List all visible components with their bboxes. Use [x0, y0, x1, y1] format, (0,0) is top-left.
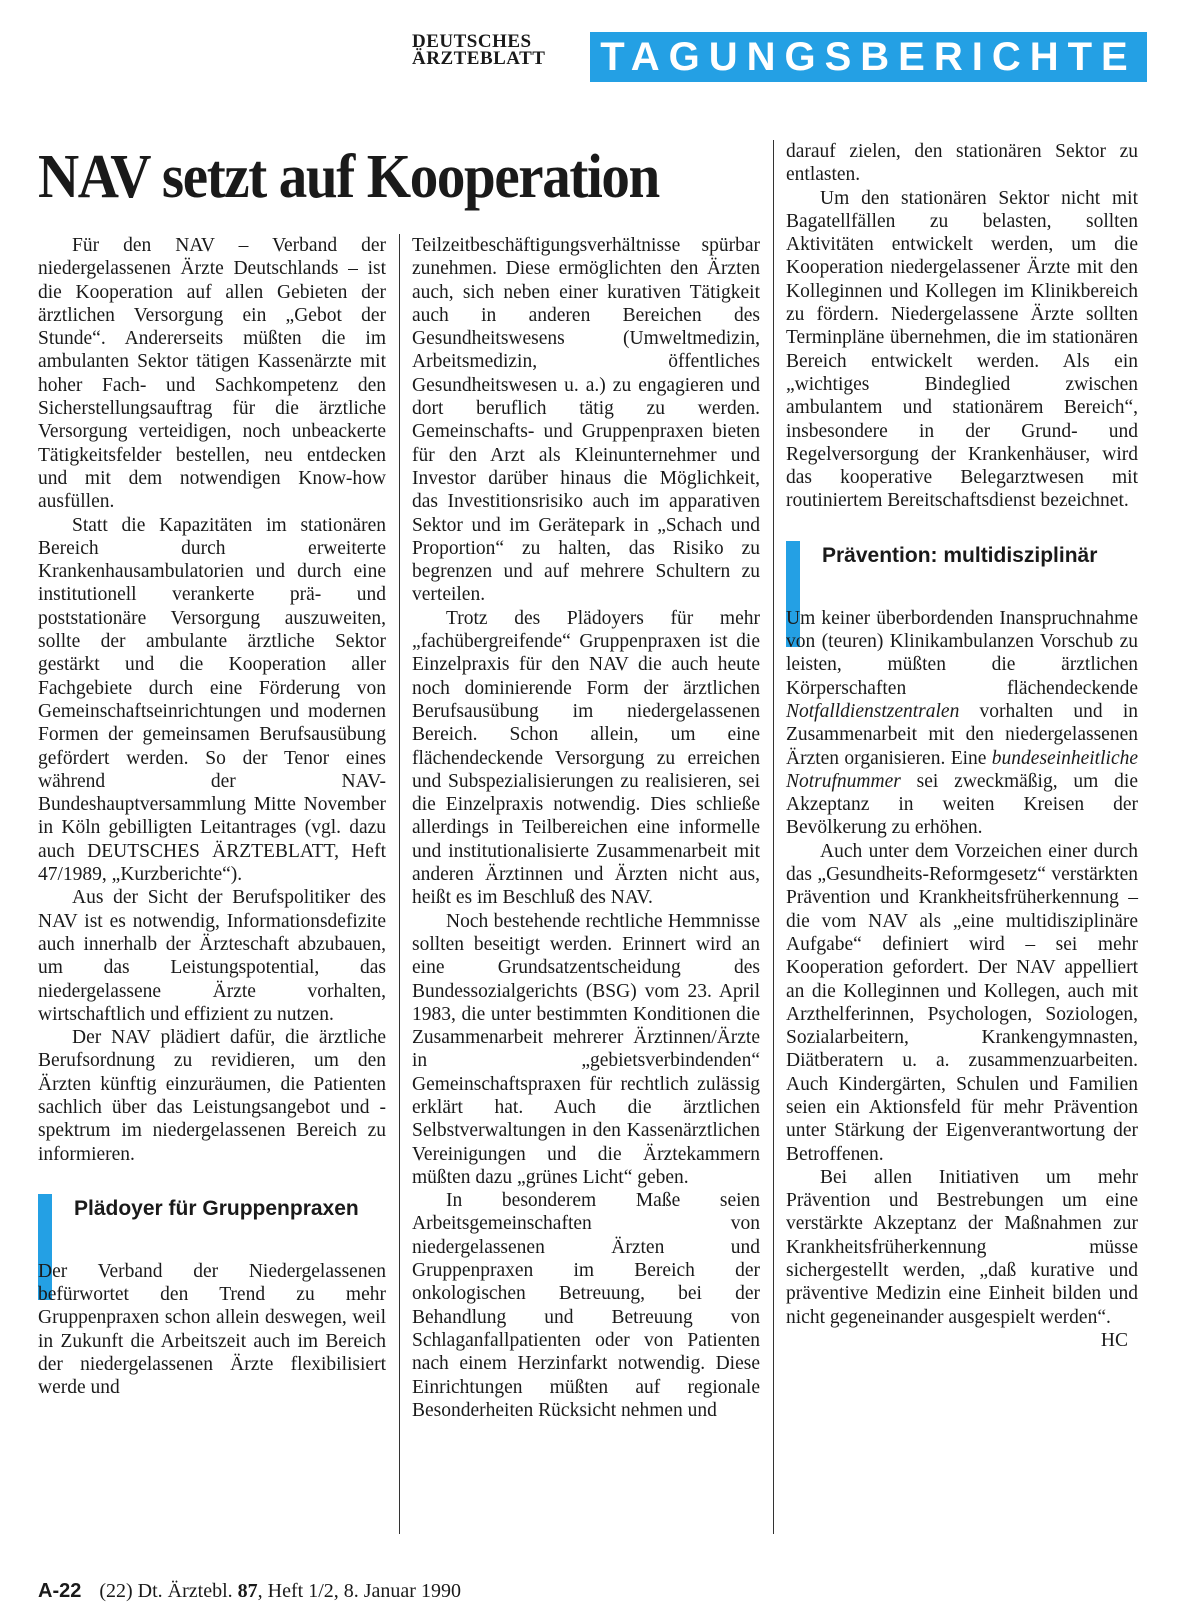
paragraph: Der NAV plädiert dafür, die ärztliche Berufsordnung zu revidieren, um den Ärzten künftig einzuräumen, die Patienten sachlich über das Leistungsangebot und -spektrum im niedergelassenen Bereich zu informieren.: [38, 1027, 386, 1165]
paragraph: Trotz des Plädoyers für mehr „fachübergreifende“ Gruppenpraxen ist die Einzelpraxis für den NAV die auch heute noch dominierende Form der ärztlichen Berufsausübung im niedergelassenen Bereich. Schon allein, um eine flächendeckende Versorgung zu erreichen und Subspezialisierungen zu realisieren, sei die Einzelpraxis notwendig. Dies schließe allerdings in Teilbereichen eine informelle und institutionalisierte Zusammenarbeit mit anderen Ärztinnen und Ärzten nicht aus, heißt es im Beschluß des NAV.: [412, 607, 760, 909]
column-divider: [399, 234, 400, 1534]
subheading: Plädoyer für Gruppenpraxen: [74, 1196, 359, 1220]
paragraph: In besonderem Maße seien Arbeitsgemeinschaften von niedergelassenen Ärzten und Gruppenpraxen im Bereich der onkologischen Betreuung, bei der Behandlung und Betreuung von Schlaganfallpatienten oder von Patienten nach einem Herzinfarkt notwendig. Diese Einrichtungen müßten auf regionale Besonderheiten Rücksicht nehmen und: [412, 1190, 760, 1421]
journal-masthead: [412, 33, 572, 67]
masthead-line-2: ÄRZTEBLATT: [412, 48, 546, 69]
article-headline: NAV setzt auf Kooperation: [38, 143, 659, 211]
text-run: vorhalten und in Zusammenarbeit mit den niedergelassenen Ärzten organisieren. Eine: [786, 700, 1138, 769]
page-footer: [38, 1580, 461, 1603]
paragraph: [786, 607, 1138, 840]
paragraph: Teilzeitbeschäftigungsverhältnisse spürbar zunehmen. Diese ermöglichten den Ärzten auch, sich neben einer kurativen Tätigkeit auch in anderen Bereichen des Gesundheitswesens (Umweltmedizin, Arbeitsmedizin, öffentliches Gesundheitswesen u. a.) zu engagieren und dort beruflich tätig zu werden. Gemeinschafts- und Gruppenpraxen bieten für den Arzt als Kleinunternehmer und Investor darüber hinaus die Möglichkeit, das Investitionsrisiko auch im apparativen Sektor und im Gerätepark in „Schach und Proportion“ zu halten, das Risiko zu begrenzen und auf mehrere Schultern zu verteilen.: [412, 235, 760, 606]
citation-text: , Heft 1/2, 8. Januar 1990: [257, 1580, 461, 1602]
section-banner: TAGUNGSBERICHTE: [590, 32, 1147, 82]
column-divider: [773, 140, 774, 1534]
paragraph: darauf zielen, den stationären Sektor zu entlasten.: [786, 141, 1138, 186]
paragraph: Bei allen Initiativen um mehr Prävention und Bestrebungen um eine verstärkte Akzeptanz der Maßnahmen zur Krankheitsfrüherkennung müsse sichergestellt werden, „daß kurative und präventive Medizin eine Einheit bilden und nicht gegeneinander ausgespielt werden“.: [786, 1166, 1138, 1328]
text-run: Um keiner überbordenden Inanspruchnahme von (teuren) Klinikambulanzen Vorschub zu leisten, müßten die ärztlichen Körperschaften flächendeckende: [786, 607, 1138, 699]
emphasis: Notfalldienstzentralen: [786, 700, 960, 722]
paragraph: Um den stationären Sektor nicht mit Bagatellfällen zu belasten, sollten Aktivitäten entwickelt werden, um die Kooperation niedergelassener Ärzte mit den Kolleginnen und Kollegen im Klinikbereich zu fördern. Niedergelassene Ärzte sollten Terminpläne übernehmen, die im stationären Bereich entwickelt werden. Als ein „wichtiges Bindeglied zwischen ambulantem und stationärem Bereich“, insbesondere in der Grund- und Regelversorgung der Krankenhäuser, wird das kooperative Belegarztwesen mit routiniertem Bereitschaftsdienst bezeichnet.: [786, 187, 1138, 512]
article-column-2: [412, 234, 760, 1422]
masthead-line-1: DEUTSCHES: [412, 31, 532, 52]
subheading: Prävention: multidisziplinär: [822, 543, 1098, 567]
paragraph: Noch bestehende rechtliche Hemmnisse sollten beseitigt werden. Erinnert wird an eine Grundsatzentscheidung des Bundessozialgerichts (BSG) vom 23. April 1983, die unter bestimmten Konditionen die Zusammenarbeit mehrerer Ärztinnen/Ärzte in „gebietsverbindenden“ Gemeinschaftspraxen für rechtlich zulässig erklärt hat. Auch die ärztlichen Selbstverwaltungen in den Kassenärztlichen Vereinigungen und die Ärztekammern müßten dazu „grünes Licht“ geben.: [412, 910, 760, 1188]
author-signature: HC: [1100, 1329, 1128, 1351]
paragraph: Der Verband der Niedergelassenen befürwortet den Trend zu mehr Gruppenpraxen schon allein deswegen, weil in Zukunft die Arbeitszeit auch im Bereich der niedergelassenen Ärzte flexibilisiert werde und: [38, 1260, 386, 1399]
emphasis: bundeseinheitliche Notrufnummer: [786, 747, 1138, 792]
citation-text: (22) Dt. Ärztebl.: [99, 1580, 238, 1602]
paragraph: Auch unter dem Vorzeichen einer durch das „Gesundheits-Reformgesetz“ verstärkten Prävention und Krankheitsfrüherkennung – die vom NAV als „eine multidisziplinäre Aufgabe“ definiert wird – sei mehr Kooperation gefordert. Der NAV appelliert an die Kolleginnen und Kollegen, auch mit Arzthelferinnen, Psychologen, Soziologen, Sozialarbeitern, Krankengymnasten, Diätberatern u. a. zusammenzuarbeiten. Auch Kindergärten, Schulen und Familien seien ein Aktionsfeld für mehr Prävention unter Stärkung der Eigenverantwortung der Betroffenen.: [786, 840, 1138, 1165]
text-run: sei zweckmäßig, um die Akzeptanz in weiten Kreisen der Bevölkerung zu erhöhen.: [786, 770, 1138, 839]
paragraph: Statt die Kapazitäten im stationären Bereich durch erweiterte Krankenhausambulatorien und durch eine institutionell verankerte prä- und poststationäre Versorgung auszuweiten, sollte der ambulante ärztliche Sektor gestärkt und die Kooperation aller Fachgebiete durch eine Förderung von Gemeinschaftseinrichtungen und modernen Formen der gemeinsamen Berufsausübung gefördert werden. So der Tenor eines während der NAV-Bundeshauptversammlung Mitte November in Köln gebilligten Leitantrages (vgl. dazu auch DEUTSCHES ÄRZTEBLATT, Heft 47/1989, „Kurzberichte“).: [38, 514, 386, 886]
paragraph: Aus der Sicht der Berufspolitiker des NAV ist es notwendig, Informationsdefizite auch innerhalb der Ärzteschaft abzubauen, um das Leistungspotential, das niedergelassene Ärzte vorhalten, wirtschaftlich und effizient zu nutzen.: [38, 887, 386, 1025]
article-column-3: [786, 140, 1138, 1352]
article-column-1: [38, 234, 386, 1400]
volume-number: 87: [237, 1580, 258, 1602]
page-number: A-22: [38, 1580, 82, 1602]
paragraph: Für den NAV – Verband der niedergelassenen Ärzte Deutschlands – ist die Kooperation auf allen Gebieten der ärztlichen Versorgung ein „Gebot der Stunde“. Andererseits müßten die im ambulanten Sektor tätigen Kassenärzte mit hoher Fach- und Sachkompetenz den Sicherstellungsauftrag für die ärztliche Versorgung verteidigen, noch unbeackerte Tätigkeitsfelder bestellen, neu entdecken und mit dem notwendigen Know-how ausfüllen.: [38, 235, 386, 513]
